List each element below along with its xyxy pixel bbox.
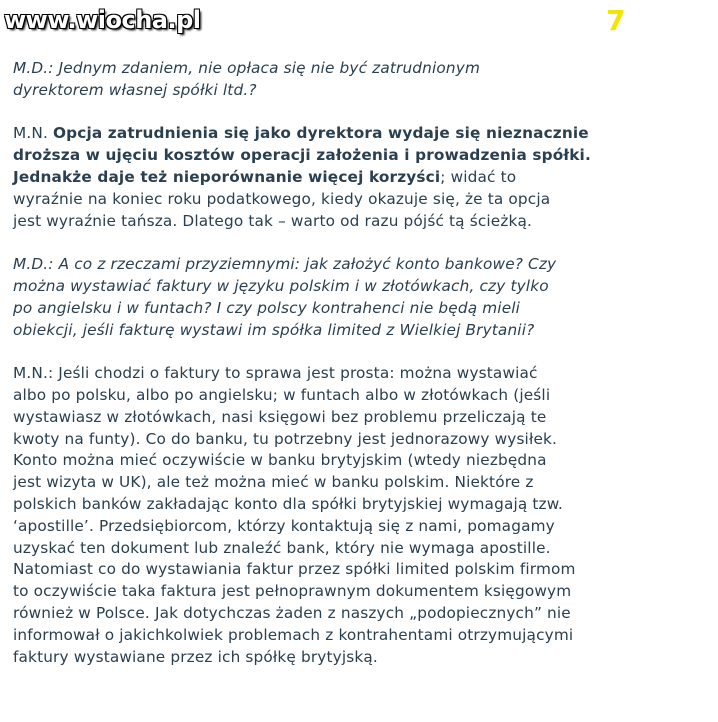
text-line: Konto można mieć oczywiście w banku brytyjskim (wtedy niezbędna	[13, 451, 547, 470]
text-line: polskich banków zakładając konto dla spółki brytyjskiej wymagają tzw.	[13, 494, 563, 513]
answer-paragraph-1	[13, 123, 703, 232]
text-line: M.D.: Jednym zdaniem, nie opłaca się nie być zatrudnionym	[13, 59, 481, 77]
question-paragraph-1	[13, 58, 703, 102]
text-line: M.D.: A co z rzeczami przyziemnymi: jak założyć konto bankowe? Czy	[13, 255, 557, 274]
site-watermark-logo: www.wiocha.pl	[4, 6, 201, 34]
text-line: obiekcji, jeśli fakturę wystawi im spółka limited z Wielkiej Brytanii?	[13, 320, 535, 339]
text-line: wyraźnie na koniec roku podatkowego, kiedy okazuje się, że ta opcja	[13, 189, 551, 208]
bold-text: droższa w ujęciu kosztów operacji założenia i prowadzenia spółki.	[13, 146, 591, 165]
bold-text: Jednakże daje też nieporównanie więcej korzyści	[13, 167, 441, 186]
text-line	[13, 123, 703, 145]
text-line: również w Polsce. Jak dotychczas żaden z naszych „podopiecznych” nie	[13, 603, 571, 622]
question-paragraph-2	[13, 254, 703, 341]
text-line: dyrektorem własnej spółki ltd.?	[13, 80, 257, 99]
text-line: po angielsku i w funtach? I czy polscy kontrahenci nie będą mieli	[13, 298, 521, 317]
speaker-label: M.N.	[13, 124, 53, 143]
text-line: ‘apostille’. Przedsiębiorcom, którzy kontaktują się z nami, pomagamy	[13, 516, 555, 535]
text-line	[13, 167, 703, 189]
interview-text	[13, 58, 703, 690]
text-line: wystawiasz w złotówkach, nasi księgowi bez problemu przeliczają te	[13, 407, 547, 426]
answer-paragraph-2	[13, 363, 703, 668]
text-line: to oczywiście taka faktura jest pełnoprawnym dokumentem księgowym	[13, 582, 572, 601]
text-line: M.N.: Jeśli chodzi o faktury to sprawa jest prosta: można wystawiać	[13, 364, 538, 383]
page-number: 7	[606, 4, 626, 37]
text-line: faktury wystawiane przez ich spółkę brytyjską.	[13, 647, 378, 666]
text-line: albo po polsku, albo po angielsku; w funtach albo w złotówkach (jeśli	[13, 385, 551, 404]
text-line: można wystawiać faktury w języku polskim i w złotówkach, czy tylko	[13, 276, 549, 295]
text-line: informował o jakichkolwiek problemach z kontrahentami otrzymującymi	[13, 625, 574, 644]
text-line: kwoty na funty). Co do banku, tu potrzebny jest jednorazowy wysiłek.	[13, 429, 558, 448]
bold-text: Opcja zatrudnienia się jako dyrektora wydaje się nieznacznie	[52, 124, 589, 143]
text-line: Natomiast co do wystawiania faktur przez spółki limited polskim firmom	[13, 560, 576, 579]
text-line: jest wizyta w UK), ale też można mieć w banku polskim. Niektóre z	[13, 473, 534, 492]
text-fragment: ; widać to	[440, 167, 517, 186]
text-line: jest wyraźnie tańsza. Dlatego tak – warto od razu pójść tą ścieżką.	[13, 211, 533, 230]
text-line: uzyskać ten dokument lub znaleźć bank, który nie wymaga apostille.	[13, 538, 551, 557]
